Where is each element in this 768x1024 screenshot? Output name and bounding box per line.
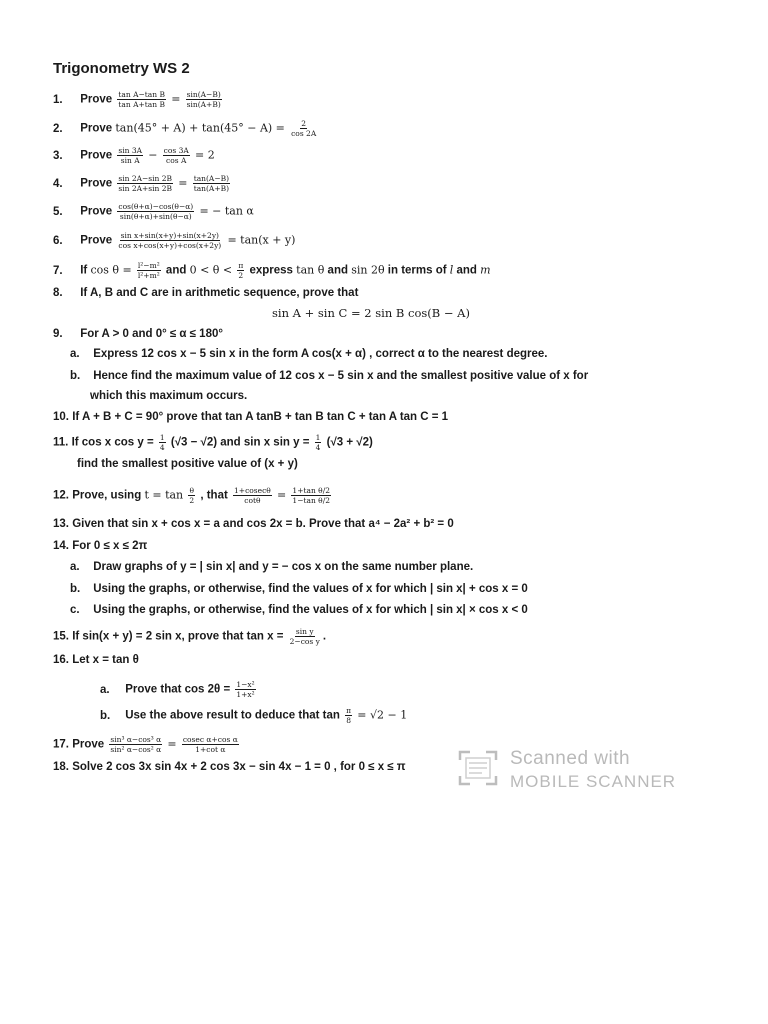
fraction: $\frac{\sin(A-B)}{\sin(A+B)}$ bbox=[186, 90, 221, 109]
fraction: $\frac{\text{cosec α+cos α}}{\text{1+cot α}}$ bbox=[182, 735, 238, 754]
question-number: 4. bbox=[53, 177, 63, 190]
scanner-watermark bbox=[456, 746, 696, 794]
fraction: $\frac{1}{4}$ bbox=[315, 433, 321, 452]
question-5: 5. Prove $\frac{\cos(\theta+\alpha)-\cos(\theta-\alpha)}{\sin(\theta+\alpha)+\sin(\theta-\alpha)}$ = − tan α bbox=[53, 202, 254, 221]
question-text: Prove bbox=[80, 93, 113, 106]
question-14 bbox=[53, 539, 147, 553]
question-10 bbox=[53, 410, 448, 424]
question-text: Prove bbox=[80, 234, 113, 247]
question-11: 11. If cos x cos y = $\frac{1}{4}$ (√3 − √2) and sin x sin y = $\frac{1}{4}$ (√3 + √2) bbox=[53, 433, 373, 452]
question-14c: c. Using the graphs, or otherwise, find the values of x for which | sin x| × cos x < 0 bbox=[70, 604, 528, 616]
question-13 bbox=[53, 517, 454, 531]
question-3: 3. Prove $\frac{\sin 3A}{\text{sin A}}$ − $\frac{\cos 3A}{\text{cos A}}$ = 2 bbox=[53, 146, 215, 165]
fraction: $\frac{\text{sin y}}{\text{2−cos y}}$ bbox=[289, 627, 320, 646]
question-17: 17. Prove $\frac{\text{sin³ α−cos³ α}}{\text{sin² α−cos² α}}$ = $\frac{\text{cosec α+cos α}}{\text{1+cot α}}$ bbox=[53, 735, 238, 754]
fraction: $\frac{\pi}{8}$ bbox=[346, 706, 352, 725]
question-text: Prove bbox=[80, 122, 113, 135]
question-number: 10. bbox=[53, 411, 69, 423]
question-text: Prove bbox=[80, 205, 113, 218]
question-18 bbox=[53, 760, 406, 774]
question-14a: a. Draw graphs of y = | sin x| and y = − cos x on the same number plane. bbox=[70, 561, 474, 573]
question-text: Prove bbox=[80, 177, 113, 190]
question-4: 4. Prove $\frac{\sin 2A-\sin 2B}{\sin 2A+\sin 2B}$ = $\frac{\tan(A-B)}{\tan(A+B)}$ bbox=[53, 174, 230, 193]
fraction: $\frac{\cos 3A}{\text{cos A}}$ bbox=[163, 146, 189, 165]
fraction: $\frac{\tan(A-B)}{\tan(A+B)}$ bbox=[193, 174, 230, 193]
question-12: 12. Prove, using t = tan $\frac{\theta}{2}$ , that $\frac{1+cosec\theta}{\cot\theta}$ = $\frac{\text{1+tan θ/2}}{\text{1−tan θ/2}}$ bbox=[53, 486, 330, 505]
fraction: $\frac{1+cosec\theta}{\cot\theta}$ bbox=[234, 486, 271, 505]
question-number: 3. bbox=[53, 149, 63, 162]
question-text: For A > 0 and 0° ≤ α ≤ 180° bbox=[80, 328, 223, 340]
question-number: 6. bbox=[53, 234, 63, 247]
question-number: 9. bbox=[53, 328, 63, 340]
question-number: 5. bbox=[53, 205, 63, 218]
fraction: $\frac{\theta}{2}$ bbox=[189, 486, 195, 505]
fraction: $\frac{\cos(\theta+\alpha)-\cos(\theta-\alpha)}{\sin(\theta+\alpha)+\sin(\theta-\alpha)}$ bbox=[118, 202, 194, 221]
fraction: $\frac{\sin 3A}{\text{sin A}}$ bbox=[118, 146, 143, 165]
question-9b-cont: which this maximum occurs. bbox=[90, 390, 248, 402]
question-number: 1. bbox=[53, 93, 63, 106]
watermark-line-2: MOBILE SCANNER bbox=[510, 772, 677, 791]
fraction: $\frac{\text{sin³ α−cos³ α}}{\text{sin² α−cos² α}}$ bbox=[110, 735, 162, 754]
question-number: 8. bbox=[53, 287, 63, 299]
question-text: Solve 2 cos 3x sin 4x + 2 cos 3x − sin 4x − 1 = 0 , for 0 ≤ x ≤ π bbox=[72, 761, 406, 773]
equation: tan(45° + A) + tan(45° − A) = bbox=[115, 121, 285, 135]
question-text: If A, B and C are in arithmetic sequence, prove that bbox=[80, 287, 359, 299]
question-15: 15. If sin(x + y) = 2 sin x, prove that tan x = $\frac{\text{sin y}}{\text{2−cos y}}$ . bbox=[53, 627, 327, 646]
question-14b: b. Using the graphs, or otherwise, find the values of x for which | sin x| + cos x = 0 bbox=[70, 583, 528, 595]
scanner-logo-icon bbox=[456, 748, 500, 788]
fraction: $\frac{\pi}{2}$ bbox=[238, 261, 244, 280]
fraction: $\frac{\text{sin x+sin(x+y)+sin(x+2y)}}{\text{cos x+cos(x+y)+cos(x+2y)}}$ bbox=[118, 231, 222, 250]
question-9b: b. Hence find the maximum value of 12 cos x − 5 sin x and the smallest positive value of x for bbox=[70, 370, 589, 382]
question-number: 11. bbox=[53, 436, 69, 449]
question-number: 12. bbox=[53, 489, 69, 502]
question-11-cont: find the smallest positive value of (x + y) bbox=[77, 458, 298, 470]
question-number: 15. bbox=[53, 630, 69, 643]
question-number: 2. bbox=[53, 122, 63, 135]
question-text: For 0 ≤ x ≤ 2π bbox=[72, 540, 148, 552]
question-7: 7. If cos θ = $\frac{\text{l²−m²}}{\text{l²+m²}}$ and 0 < θ < $\frac{\pi}{2}$ express tan θ and sin 2θ in terms of l and m bbox=[53, 261, 491, 280]
question-number: 7. bbox=[53, 264, 63, 277]
question-text: Given that sin x + cos x = a and cos 2x = b. Prove that a⁴ − 2a² + b² = 0 bbox=[72, 518, 454, 530]
question-text: Prove bbox=[80, 149, 113, 162]
fraction: $\frac{\text{l²−m²}}{\text{l²+m²}}$ bbox=[137, 261, 160, 280]
fraction: $\frac{1}{4}$ bbox=[159, 433, 165, 452]
fraction: $\frac{2}{\cos 2A}$ bbox=[291, 119, 317, 138]
question-16a: a. Prove that cos 2θ = $\frac{\text{1−x²}}{\text{1+x²}}$ bbox=[100, 680, 255, 699]
page-title: Trigonometry WS 2 bbox=[53, 60, 190, 77]
question-text: Let x = tan θ bbox=[72, 654, 139, 666]
question-text: If bbox=[80, 264, 88, 277]
fraction: $\frac{\sin 2A-\sin 2B}{\sin 2A+\sin 2B}$ bbox=[118, 174, 173, 193]
fraction: $\frac{\text{1+tan θ/2}}{\text{1−tan θ/2}}$ bbox=[292, 486, 330, 505]
question-2 bbox=[53, 119, 319, 138]
question-number: 13. bbox=[53, 518, 69, 530]
question-number: 17. bbox=[53, 738, 69, 751]
question-8-equation: sin A + sin C = 2 sin B cos(B − A) bbox=[272, 306, 470, 320]
question-9a: a. Express 12 cos x − 5 sin x in the form A cos(x + α) , correct α to the nearest degree. bbox=[70, 348, 548, 360]
question-1: 1. Prove $\frac{\text{tan A−tan B}}{\text{tan A+tan B}}$ = $\frac{\sin(A-B)}{\sin(A+B)}$ bbox=[53, 90, 221, 109]
question-number: 14. bbox=[53, 540, 69, 552]
question-16 bbox=[53, 653, 139, 667]
fraction: $\frac{\text{tan A−tan B}}{\text{tan A+tan B}}$ bbox=[118, 90, 165, 109]
question-6: 6. Prove $\frac{\text{sin x+sin(x+y)+sin(x+2y)}}{\text{cos x+cos(x+y)+cos(x+2y)}}$ = tan(x + y) bbox=[53, 231, 296, 250]
question-number: 18. bbox=[53, 761, 69, 773]
fraction: $\frac{\text{1−x²}}{\text{1+x²}}$ bbox=[236, 680, 255, 699]
watermark-line-1: Scanned with bbox=[510, 748, 631, 769]
question-text: If A + B + C = 90° prove that tan A tanB + tan B tan C + tan A tan C = 1 bbox=[72, 411, 449, 423]
question-9 bbox=[53, 327, 223, 341]
question-number: 16. bbox=[53, 654, 69, 666]
question-8 bbox=[53, 286, 358, 300]
question-16b: b. Use the above result to deduce that tan $\frac{\pi}{8}$ = √2 − 1 bbox=[100, 706, 408, 725]
